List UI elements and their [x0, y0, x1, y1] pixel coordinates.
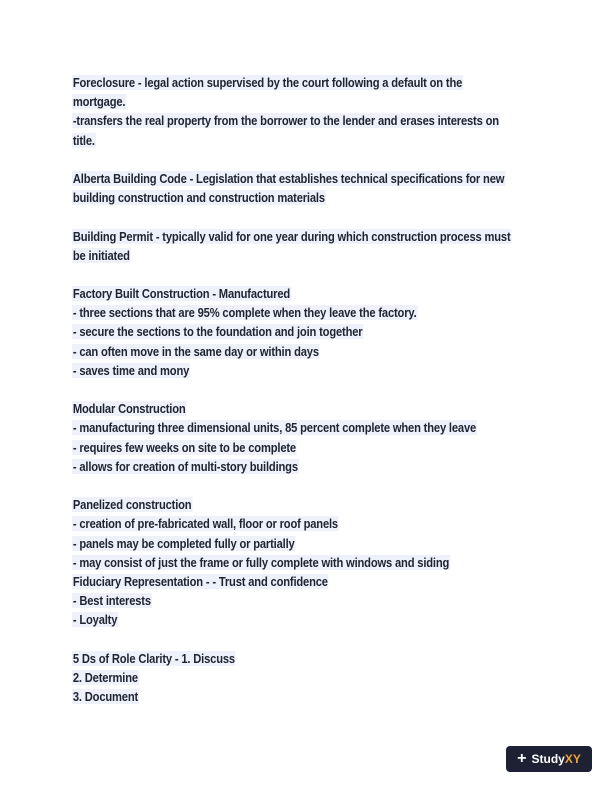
text-line: Alberta Building Code - Legislation that establishes technical specifications for new — [72, 170, 505, 186]
text-line: Foreclosure - legal action supervised by the court following a default on the — [72, 75, 463, 90]
studyxy-badge[interactable] — [506, 746, 592, 772]
text-line: - allows for creation of multi-story buildings — [72, 458, 298, 474]
plus-icon: + — [517, 750, 527, 767]
text-line: -transfers the real property from the borrower to the lender and erases interests on — [72, 113, 499, 129]
text-line: Building Permit - typically valid for one year during which construction process must — [72, 228, 511, 244]
text-line: Fiduciary Representation - - Trust and confidence — [72, 573, 328, 589]
text-line: 2. Determine — [72, 669, 138, 685]
text-line: - creation of pre-fabricated wall, floor or roof panels — [72, 516, 338, 532]
text-line: - saves time and mony — [72, 362, 190, 378]
blank-line — [72, 207, 552, 226]
text-line: - requires few weeks on site to be complete — [72, 439, 296, 455]
document-body — [72, 73, 552, 706]
blank-line — [72, 150, 552, 169]
text-line: mortgage. — [72, 94, 126, 110]
text-line: - secure the sections to the foundation and join together — [72, 324, 363, 340]
text-line: - manufacturing three dimensional units, 85 percent complete when they leave — [72, 420, 477, 436]
blank-line — [72, 629, 552, 648]
text-line: building construction and construction materials — [72, 190, 325, 206]
text-line: - may consist of just the frame or fully complete with windows and siding — [72, 554, 450, 570]
text-line: - Best interests — [72, 593, 151, 609]
text-line: Factory Built Construction - Manufactured — [72, 286, 291, 302]
text-line: title. — [72, 132, 95, 148]
text-line: - three sections that are 95% complete when they leave the factory. — [72, 305, 417, 321]
blank-line — [72, 476, 552, 495]
text-line: Panelized construction — [72, 497, 192, 513]
brand-logo: StudyXY — [531, 752, 581, 766]
text-line: - Loyalty — [72, 612, 118, 628]
text-line: - panels may be completed fully or partially — [72, 535, 295, 551]
text-line: Modular Construction — [72, 401, 186, 417]
text-line: 5 Ds of Role Clarity - 1. Discuss — [72, 650, 235, 666]
text-line: - can often move in the same day or within days — [72, 343, 319, 359]
blank-line — [72, 265, 552, 284]
text-line: be initiated — [72, 247, 130, 263]
text-line: 3. Document — [72, 689, 139, 704]
blank-line — [72, 380, 552, 399]
